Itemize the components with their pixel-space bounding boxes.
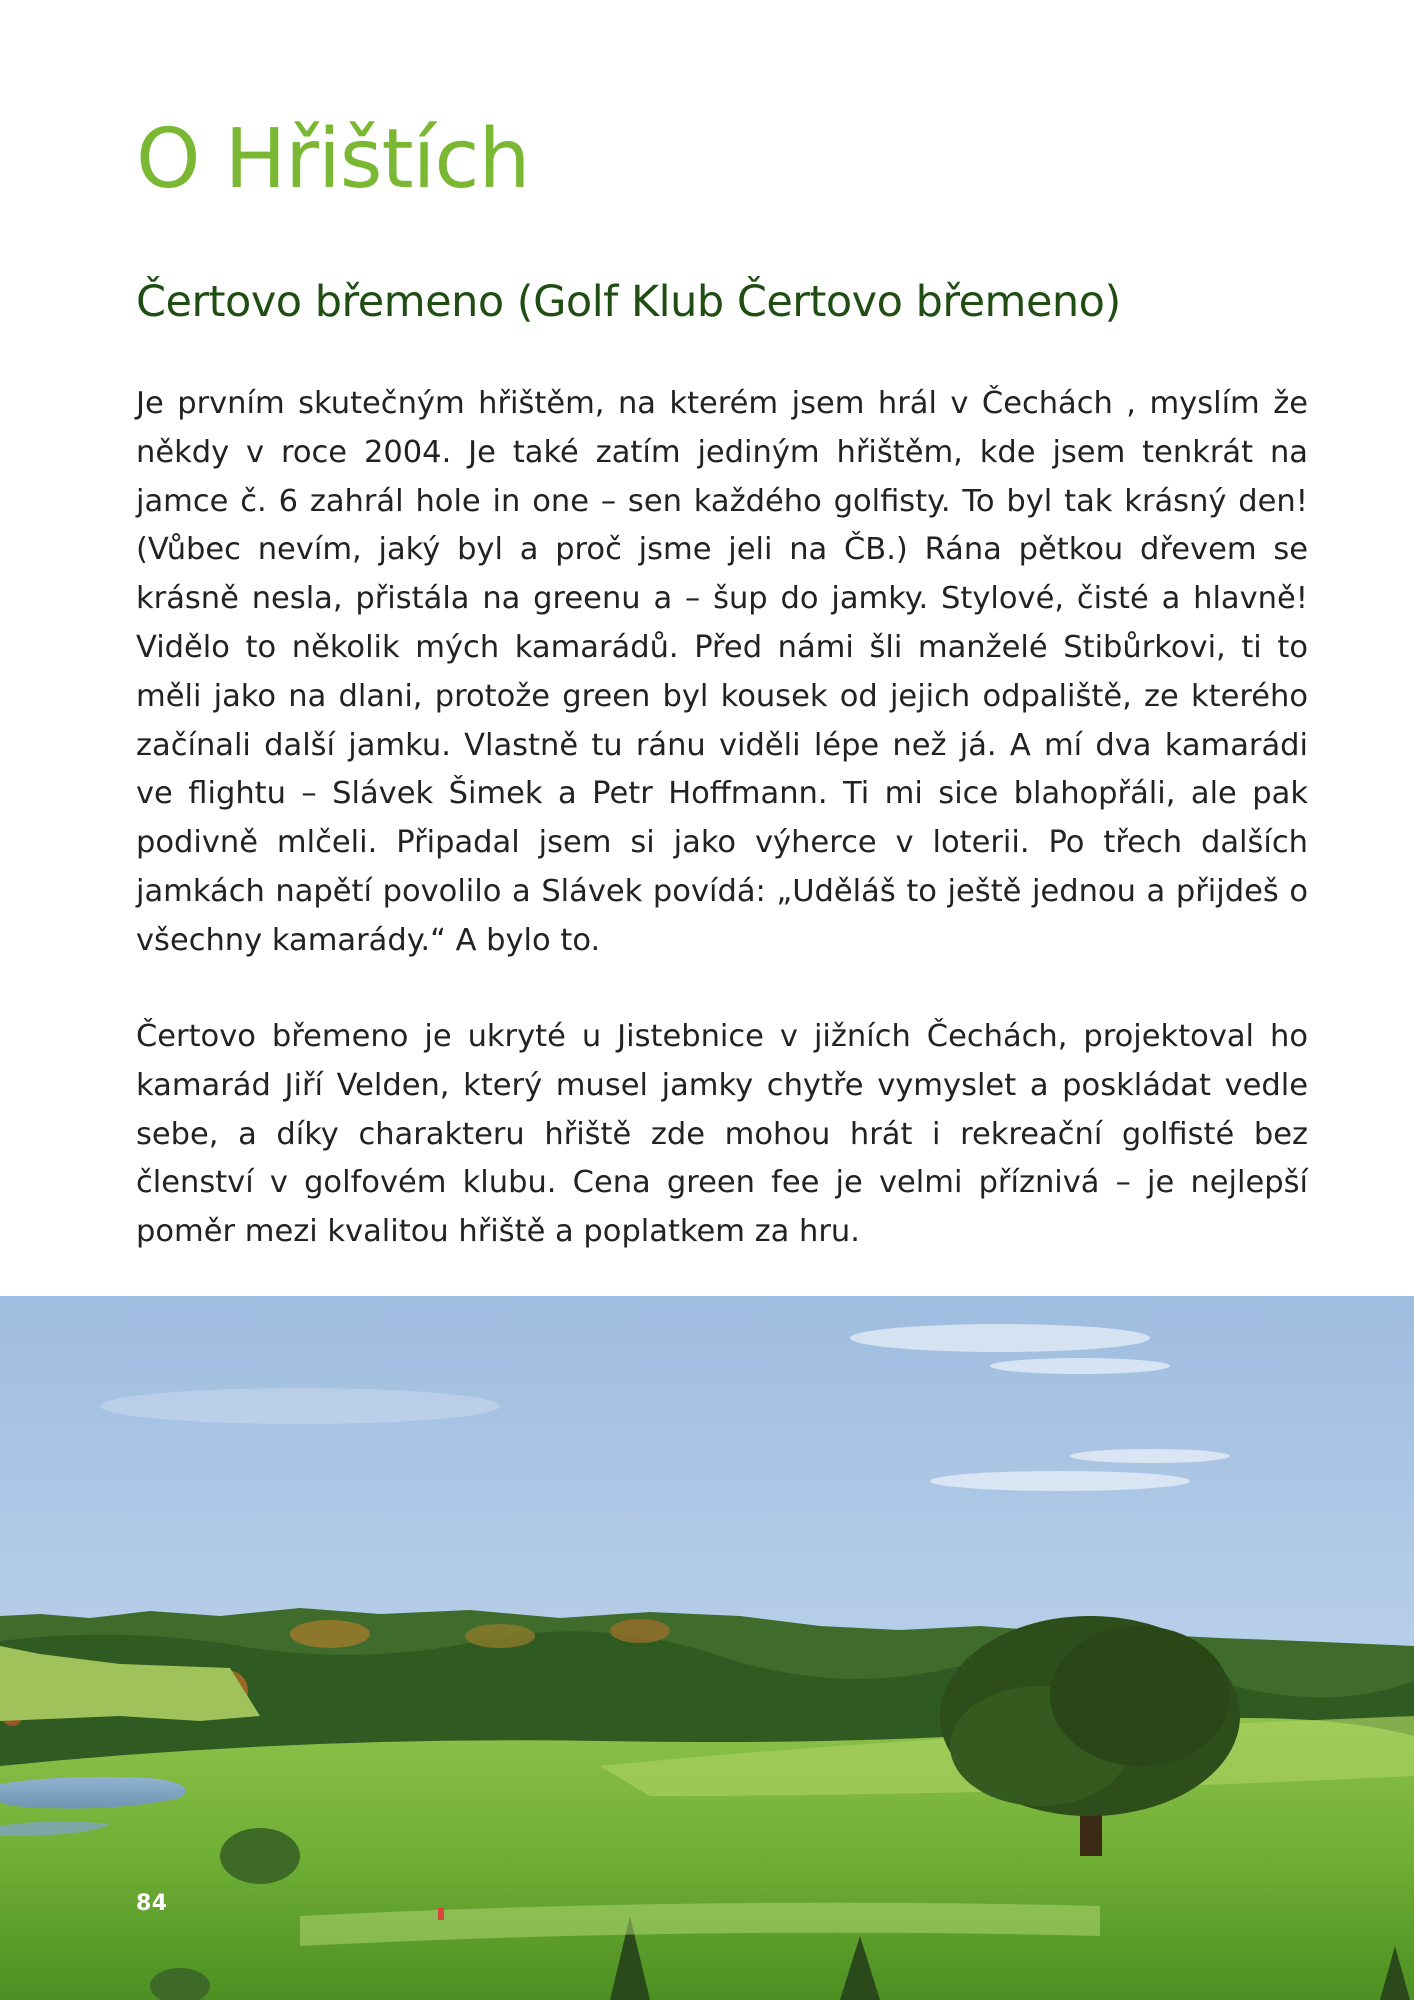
page-title: O Hřištích [136, 112, 530, 207]
body-paragraph-1: Je prvním skutečným hřištěm, na kterém jsem hrál v Čechách , myslím že někdy v roce 2004. Je také zatím jediným hřištěm, kde jsem tenkrát na jamce č. 6 zahrál hole in one – sen každého golfisty. To byl tak krásný den! (Vůbec nevím, jaký byl a proč jsme jeli na ČB.) Rána pětkou dřevem se krásně nesla, přistála na greenu a – šup do jamky. Stylové, čisté a hlavně! Vidělo to několik mých kamarádů. Před námi šli manželé Stibůrkovi, ti to měli jako na dlani, protože green byl kousek od jejich odpaliště, ze kterého začínali další jamku. Vlastně tu ránu viděli lépe než já. A mí dva kamarádi ve flightu – Slávek Šimek a Petr Hoffmann. Ti mi sice blahopřáli, ale pak podivně mlčeli. Připadal jsem si jako výherce v loterii. Po třech dalších jamkách napětí povolilo a Slávek povídá: „Uděláš to ještě jednou a přijdeš o všechny kamarády.“ A bylo to. [136, 386, 1308, 958]
page-number: 84 [136, 1891, 168, 1916]
body-paragraph-2: Čertovo břemeno je ukryté u Jistebnice v jižních Čechách, projektoval ho kamarád Jiří Velden, který musel jamky chytře vymyslet a poskládat vedle sebe, a díky charakteru hřiště zde mohou hrát i rekreační golfisté bez členství v golfovém klubu. Cena green fee je velmi příznivá – je nejlepší poměr mezi kvalitou hřiště a poplatkem za hru. [136, 1019, 1308, 1250]
section-heading: Čertovo břemeno (Golf Klub Čertovo břemeno) [136, 277, 1121, 327]
golf-course-photo [0, 1296, 1414, 2000]
